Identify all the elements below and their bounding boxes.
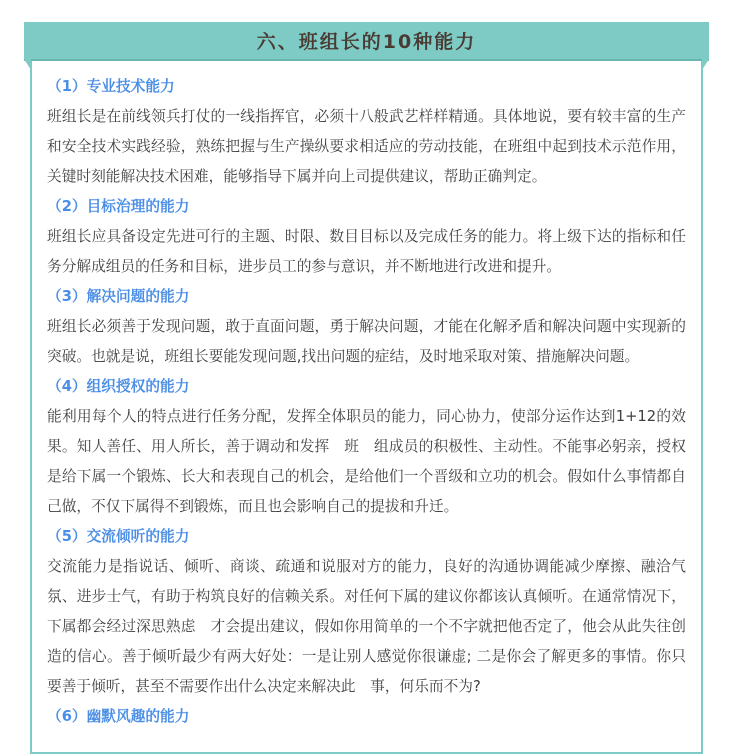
section-body-3: 班组长必须善于发现问题，敢于直面问题，勇于解决问题，才能在化解矛盾和解决问题中实现新的突破。也就是说，班组长要能发现问题,找出问题的症结，及时地采取对策、措施解决问题。 [47,318,686,365]
section-heading-1: （1）专业技术能力 [47,78,175,95]
ribbon-fold-left [24,59,31,70]
ribbon-fold-right [702,59,709,70]
ribbon-banner [24,22,709,61]
section-heading-5: （5）交流倾听的能力 [47,528,190,545]
section-body-1: 班组长是在前线领兵打仗的一线指挥官，必须十八般武艺样样精通。具体地说，要有较丰富的生产和安全技术实践经验，熟练把握与生产操纵要求相适应的劳动技能，在班组中起到技术示范作用，关键时刻能解决技术困难，能够指导下属并向上司提供建议，帮助正确判定。 [47,108,686,185]
section-body-4: 能利用每个人的特点进行任务分配，发挥全体职员的能力，同心协力，使部分运作达到1+12的效果。知人善任、用人所长，善于调动和发挥 班 组成员的积极性、主动性。不能事必躬亲，授权是给下属一个锻炼、长大和表现自己的机会，是给他们一个晋级和立功的机会。假如什么事情都自己做，不仅下属得不到锻炼，而且也会影响自己的提拔和升迁。 [47,408,686,515]
page-title: 六、班组长的10种能力 [256,31,477,53]
section-heading-6: （6）幽默风趣的能力 [47,708,190,725]
section-heading-4: （4）组织授权的能力 [47,378,190,395]
section-heading-2: （2）目标治理的能力 [47,198,190,215]
section-body-2: 班组长应具备设定先进可行的主题、时限、数目目标以及完成任务的能力。将上级下达的指标和任务分解成组员的任务和目标，进步员工的参与意识，并不断地进行改进和提升。 [47,228,686,275]
section-body-5: 交流能力是指说话、倾听、商谈、疏通和说服对方的能力，良好的沟通协调能减少摩擦、融洽气氛、进步士气，有助于构筑良好的信赖关系。对任何下属的建议你都该认真倾听。在通常情况下，下属都会经过深思熟虑 才会提出建议，假如你用简单的一个不字就把他否定了，他会从此失往创造的信心。善于倾听最少有两大好处：一是让别人感觉你很谦虚; 二是你会了解更多的事情。你只要善于倾听，甚至不需要作出什么决定来解决此 事，何乐而不为? [47,558,686,695]
section-heading-3: （3）解决问题的能力 [47,288,190,305]
content-panel [30,61,703,754]
